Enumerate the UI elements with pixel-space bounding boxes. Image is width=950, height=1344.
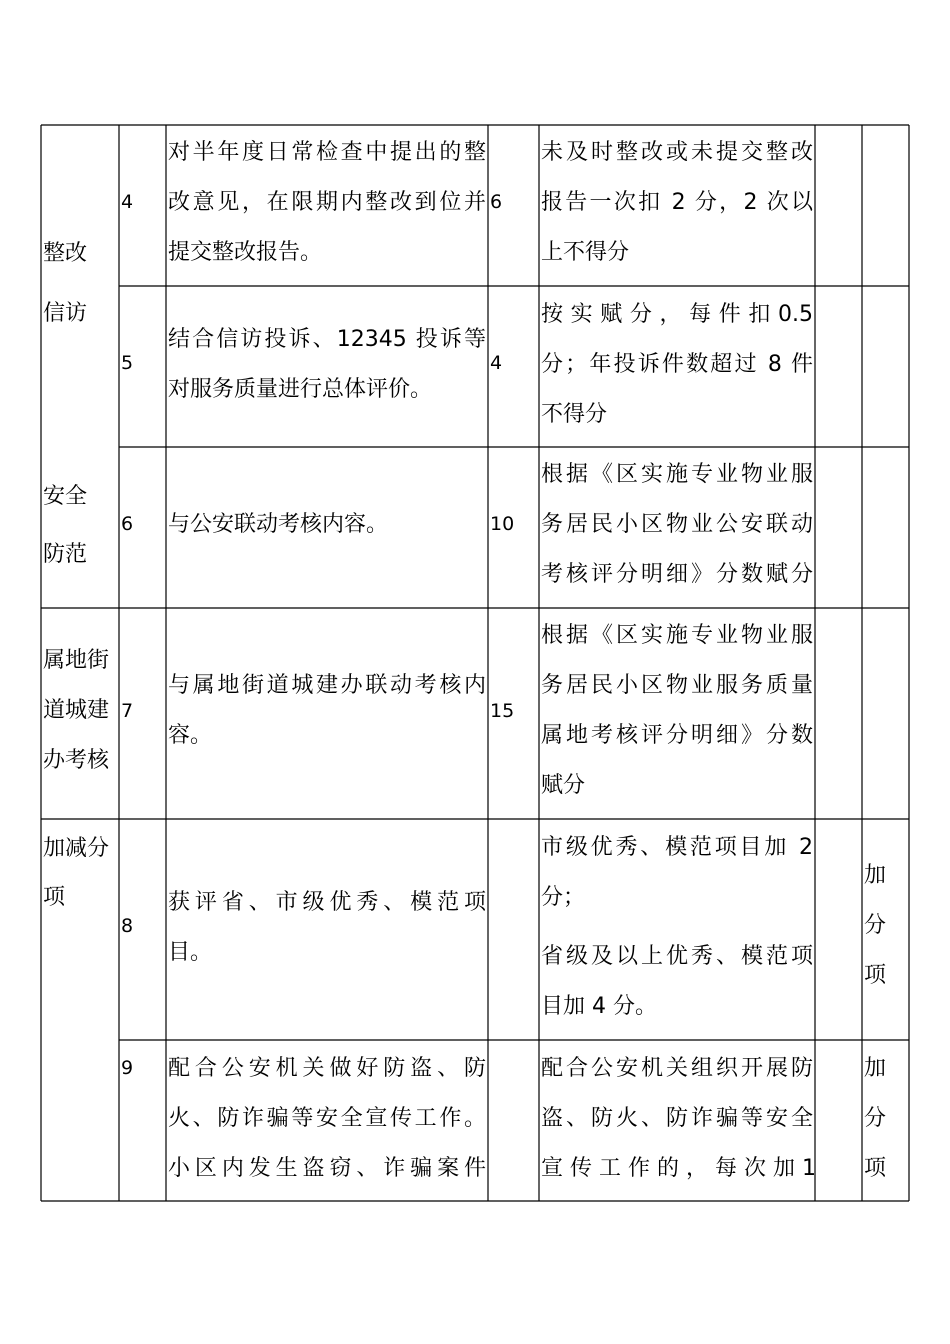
- row-note-char: 加: [864, 863, 887, 888]
- row-number: 7: [121, 700, 134, 722]
- row-number: 6: [121, 513, 134, 535]
- row-number: 4: [121, 191, 134, 213]
- category-security-line2: 防范: [43, 542, 88, 567]
- row-criteria-line: 务居民小区物业公安联动: [541, 512, 813, 537]
- row-criteria-line: 宣 传 工 作 的 ， 每 次 加 1: [541, 1156, 816, 1181]
- category-street-line1: 属地街: [43, 648, 110, 673]
- row-content-line: 改意见，在限期内整改到位并: [168, 190, 486, 215]
- row-criteria-line: 报告一次扣 2 分，2 次以: [541, 190, 813, 215]
- row-score: 15: [490, 700, 515, 722]
- row-criteria-line: 目加 4 分。: [541, 994, 657, 1019]
- row-number: 8: [121, 915, 134, 937]
- row-criteria-line: 分；: [541, 885, 586, 910]
- row-criteria-line: 配合公安机关组织开展防: [541, 1056, 813, 1081]
- row-criteria-line: 不得分: [541, 402, 608, 427]
- row-content-line: 小区内发生盗窃、诈骗案件: [168, 1156, 486, 1181]
- row-number: 9: [121, 1057, 134, 1079]
- row-content-line: 目。: [168, 940, 213, 965]
- row-content-line: 结合信访投诉、12345 投诉等: [168, 327, 486, 352]
- row-criteria-line: 省级及以上优秀、模范项: [541, 944, 813, 969]
- category-security-line1: 安全: [43, 484, 88, 509]
- row-criteria-line: 未及时整改或未提交整改: [541, 140, 813, 165]
- row-content-line: 配合公安机关做好防盗、防: [168, 1056, 486, 1081]
- row-note-char: 项: [864, 1156, 887, 1181]
- row-criteria-line: 上不得分: [541, 240, 630, 265]
- category-rectify-visit-line1: 整改: [43, 241, 88, 266]
- row-criteria-line: 按 实 赋 分 ， 每 件 扣 0.5: [541, 302, 813, 327]
- category-rectify-visit-line2: 信访: [43, 301, 88, 326]
- row-criteria-line: 考核评分明细》分数赋分: [541, 562, 813, 587]
- row-criteria-line: 属地考核评分明细》分数: [541, 723, 813, 748]
- row-score: 4: [490, 352, 503, 374]
- row-content-line: 火、防诈骗等安全宣传工作。: [168, 1106, 486, 1131]
- row-note-char: 加: [864, 1056, 887, 1081]
- row-note-char: 分: [864, 1106, 887, 1131]
- row-note-char: 项: [864, 963, 887, 988]
- row-content-line: 提交整改报告。: [168, 240, 323, 265]
- category-street-line3: 办考核: [43, 748, 110, 773]
- row-number: 5: [121, 352, 134, 374]
- row-criteria-line: 市级优秀、模范项目加 2: [541, 835, 813, 860]
- row-criteria-line: 盗、防火、防诈骗等安全: [541, 1106, 813, 1131]
- row-content-line: 对服务质量进行总体评价。: [168, 377, 433, 402]
- row-criteria-line: 根据《区实施专业物业服: [541, 462, 813, 487]
- category-street-line2: 道城建: [43, 698, 110, 723]
- row-content-line: 对半年度日常检查中提出的整: [168, 140, 486, 165]
- row-content-line: 容。: [168, 723, 213, 748]
- category-bonus-line1: 加减分: [43, 836, 110, 861]
- row-criteria-line: 务居民小区物业服务质量: [541, 673, 813, 698]
- row-criteria-line: 赋分: [541, 773, 586, 798]
- category-bonus-line2: 项: [43, 885, 66, 910]
- row-criteria-line: 根据《区实施专业物业服: [541, 623, 813, 648]
- row-note-char: 分: [864, 913, 887, 938]
- row-score: 6: [490, 191, 503, 213]
- row-content-line: 与属地街道城建办联动考核内: [168, 673, 486, 698]
- row-content-line: 获评省、市级优秀、模范项: [168, 890, 486, 915]
- row-score: 10: [490, 513, 515, 535]
- row-content-line: 与公安联动考核内容。: [168, 512, 389, 537]
- row-criteria-line: 分；年投诉件数超过 8 件: [541, 352, 813, 377]
